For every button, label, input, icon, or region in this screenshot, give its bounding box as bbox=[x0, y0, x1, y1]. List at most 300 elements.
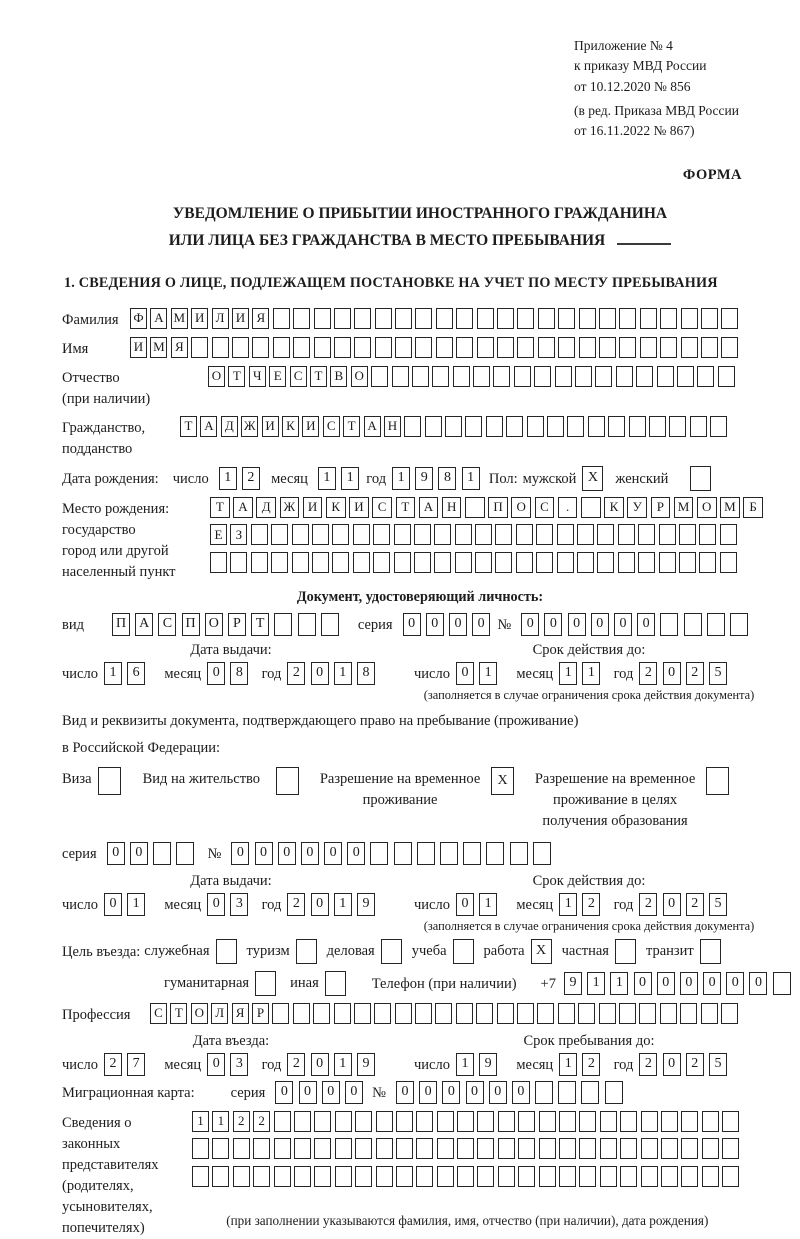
char-cell[interactable] bbox=[681, 337, 698, 358]
char-cell[interactable] bbox=[517, 1003, 534, 1024]
char-cell[interactable] bbox=[486, 842, 504, 865]
char-cell[interactable] bbox=[559, 1138, 576, 1159]
char-cell[interactable]: Т bbox=[251, 613, 269, 636]
char-cell[interactable] bbox=[463, 842, 481, 865]
char-cell[interactable]: 2 bbox=[287, 1053, 305, 1076]
char-cell[interactable]: И bbox=[349, 497, 369, 518]
char-cell[interactable] bbox=[435, 1003, 452, 1024]
char-cell[interactable]: 0 bbox=[301, 842, 319, 865]
char-cell[interactable] bbox=[557, 524, 574, 545]
char-cell[interactable] bbox=[314, 1138, 331, 1159]
char-cell[interactable]: 0 bbox=[472, 613, 490, 636]
char-cell[interactable]: Ф bbox=[130, 308, 147, 329]
char-cell[interactable]: 5 bbox=[709, 1053, 727, 1076]
char-cell[interactable] bbox=[661, 1138, 678, 1159]
char-cell[interactable]: 2 bbox=[686, 662, 704, 685]
char-cell[interactable] bbox=[579, 1138, 596, 1159]
char-cell[interactable] bbox=[334, 1003, 351, 1024]
char-cell[interactable]: 0 bbox=[278, 842, 296, 865]
char-cell[interactable] bbox=[718, 366, 735, 387]
char-cell[interactable] bbox=[495, 524, 512, 545]
char-cell[interactable] bbox=[547, 416, 564, 437]
char-cell[interactable] bbox=[425, 416, 442, 437]
char-cell[interactable] bbox=[251, 552, 268, 573]
char-cell[interactable] bbox=[618, 552, 635, 573]
char-cell[interactable] bbox=[434, 552, 451, 573]
char-cell[interactable] bbox=[353, 524, 370, 545]
char-cell[interactable]: 1 bbox=[559, 1053, 577, 1076]
char-cell[interactable]: 2 bbox=[253, 1111, 270, 1132]
char-cell[interactable]: П bbox=[182, 613, 200, 636]
char-cell[interactable] bbox=[641, 1166, 658, 1187]
char-cell[interactable] bbox=[375, 337, 392, 358]
char-cell[interactable]: 2 bbox=[639, 662, 657, 685]
char-cell[interactable] bbox=[518, 1111, 535, 1132]
char-cell[interactable]: К bbox=[326, 497, 346, 518]
char-cell[interactable] bbox=[518, 1166, 535, 1187]
char-cell[interactable] bbox=[595, 366, 612, 387]
char-cell[interactable] bbox=[600, 1166, 617, 1187]
char-cell[interactable] bbox=[722, 1138, 739, 1159]
char-cell[interactable]: 9 bbox=[357, 1053, 375, 1076]
char-cell[interactable]: Р bbox=[228, 613, 246, 636]
other-checkbox[interactable] bbox=[325, 971, 346, 996]
char-cell[interactable] bbox=[314, 1166, 331, 1187]
char-cell[interactable]: У bbox=[627, 497, 647, 518]
char-cell[interactable]: . bbox=[558, 497, 578, 518]
humanitarian-checkbox[interactable] bbox=[255, 971, 276, 996]
char-cell[interactable] bbox=[293, 1003, 310, 1024]
char-cell[interactable]: 0 bbox=[107, 842, 125, 865]
char-cell[interactable] bbox=[477, 1111, 494, 1132]
char-cell[interactable]: В bbox=[330, 366, 347, 387]
char-cell[interactable]: Т bbox=[228, 366, 245, 387]
char-cell[interactable] bbox=[436, 337, 453, 358]
char-cell[interactable]: 0 bbox=[207, 662, 225, 685]
char-cell[interactable] bbox=[600, 1138, 617, 1159]
char-cell[interactable]: А bbox=[200, 416, 217, 437]
char-cell[interactable]: 9 bbox=[564, 972, 582, 995]
char-cell[interactable]: М bbox=[674, 497, 694, 518]
temp-residence-checkbox[interactable]: X bbox=[491, 767, 514, 795]
char-cell[interactable] bbox=[396, 1111, 413, 1132]
char-cell[interactable] bbox=[272, 1003, 289, 1024]
char-cell[interactable]: Л bbox=[212, 308, 229, 329]
char-cell[interactable]: 0 bbox=[207, 1053, 225, 1076]
char-cell[interactable] bbox=[636, 366, 653, 387]
char-cell[interactable] bbox=[465, 416, 482, 437]
char-cell[interactable] bbox=[334, 337, 351, 358]
char-cell[interactable]: 8 bbox=[230, 662, 248, 685]
char-cell[interactable] bbox=[707, 613, 725, 636]
char-cell[interactable] bbox=[527, 416, 544, 437]
char-cell[interactable] bbox=[271, 552, 288, 573]
char-cell[interactable]: П bbox=[112, 613, 130, 636]
char-cell[interactable] bbox=[579, 337, 596, 358]
char-cell[interactable]: Т bbox=[396, 497, 416, 518]
char-cell[interactable] bbox=[669, 416, 686, 437]
char-cell[interactable] bbox=[394, 524, 411, 545]
char-cell[interactable] bbox=[506, 416, 523, 437]
char-cell[interactable] bbox=[677, 366, 694, 387]
char-cell[interactable]: 8 bbox=[357, 662, 375, 685]
char-cell[interactable]: 9 bbox=[357, 893, 375, 916]
char-cell[interactable] bbox=[312, 552, 329, 573]
char-cell[interactable] bbox=[684, 613, 702, 636]
char-cell[interactable] bbox=[274, 1138, 291, 1159]
char-cell[interactable] bbox=[559, 1111, 576, 1132]
char-cell[interactable]: 0 bbox=[322, 1081, 340, 1104]
char-cell[interactable] bbox=[230, 552, 247, 573]
char-cell[interactable]: 1 bbox=[127, 893, 145, 916]
char-cell[interactable] bbox=[355, 1138, 372, 1159]
char-cell[interactable] bbox=[536, 552, 553, 573]
residence-permit-checkbox[interactable] bbox=[276, 767, 299, 795]
char-cell[interactable] bbox=[721, 308, 738, 329]
char-cell[interactable]: 0 bbox=[512, 1081, 530, 1104]
char-cell[interactable]: 0 bbox=[657, 972, 675, 995]
char-cell[interactable] bbox=[373, 552, 390, 573]
char-cell[interactable] bbox=[701, 337, 718, 358]
char-cell[interactable] bbox=[436, 308, 453, 329]
char-cell[interactable] bbox=[293, 308, 310, 329]
char-cell[interactable] bbox=[465, 497, 485, 518]
char-cell[interactable]: Р bbox=[252, 1003, 269, 1024]
char-cell[interactable] bbox=[619, 337, 636, 358]
char-cell[interactable] bbox=[517, 308, 534, 329]
char-cell[interactable] bbox=[516, 552, 533, 573]
char-cell[interactable] bbox=[579, 308, 596, 329]
char-cell[interactable] bbox=[539, 1138, 556, 1159]
char-cell[interactable] bbox=[253, 1166, 270, 1187]
char-cell[interactable] bbox=[475, 524, 492, 545]
char-cell[interactable]: 2 bbox=[686, 893, 704, 916]
char-cell[interactable] bbox=[659, 552, 676, 573]
char-cell[interactable] bbox=[232, 337, 249, 358]
char-cell[interactable]: 1 bbox=[587, 972, 605, 995]
char-cell[interactable]: 0 bbox=[426, 613, 444, 636]
char-cell[interactable] bbox=[314, 308, 331, 329]
char-cell[interactable]: Р bbox=[651, 497, 671, 518]
char-cell[interactable] bbox=[720, 524, 737, 545]
char-cell[interactable]: И bbox=[191, 308, 208, 329]
char-cell[interactable]: О bbox=[208, 366, 225, 387]
char-cell[interactable]: 2 bbox=[686, 1053, 704, 1076]
char-cell[interactable] bbox=[618, 524, 635, 545]
char-cell[interactable]: И bbox=[232, 308, 249, 329]
char-cell[interactable] bbox=[567, 416, 584, 437]
char-cell[interactable] bbox=[721, 1003, 738, 1024]
char-cell[interactable] bbox=[437, 1166, 454, 1187]
char-cell[interactable] bbox=[533, 842, 551, 865]
char-cell[interactable] bbox=[537, 1003, 554, 1024]
char-cell[interactable] bbox=[212, 337, 229, 358]
char-cell[interactable] bbox=[294, 1138, 311, 1159]
char-cell[interactable]: Ж bbox=[241, 416, 258, 437]
char-cell[interactable]: 0 bbox=[680, 972, 698, 995]
char-cell[interactable] bbox=[679, 552, 696, 573]
char-cell[interactable] bbox=[176, 842, 194, 865]
char-cell[interactable]: 9 bbox=[479, 1053, 497, 1076]
char-cell[interactable] bbox=[416, 1138, 433, 1159]
char-cell[interactable] bbox=[660, 1003, 677, 1024]
char-cell[interactable] bbox=[558, 1003, 575, 1024]
char-cell[interactable]: 6 bbox=[127, 662, 145, 685]
char-cell[interactable] bbox=[681, 308, 698, 329]
char-cell[interactable]: 3 bbox=[230, 893, 248, 916]
char-cell[interactable] bbox=[557, 552, 574, 573]
char-cell[interactable]: А bbox=[150, 308, 167, 329]
char-cell[interactable]: 2 bbox=[582, 1053, 600, 1076]
char-cell[interactable] bbox=[730, 613, 748, 636]
char-cell[interactable] bbox=[298, 613, 316, 636]
char-cell[interactable] bbox=[414, 524, 431, 545]
char-cell[interactable] bbox=[294, 1166, 311, 1187]
char-cell[interactable]: 0 bbox=[703, 972, 721, 995]
char-cell[interactable] bbox=[616, 366, 633, 387]
char-cell[interactable] bbox=[599, 337, 616, 358]
char-cell[interactable] bbox=[212, 1138, 229, 1159]
char-cell[interactable] bbox=[416, 1111, 433, 1132]
char-cell[interactable] bbox=[558, 337, 575, 358]
char-cell[interactable]: 1 bbox=[462, 467, 480, 490]
char-cell[interactable] bbox=[394, 842, 412, 865]
char-cell[interactable] bbox=[605, 1081, 623, 1104]
char-cell[interactable]: П bbox=[488, 497, 508, 518]
char-cell[interactable] bbox=[486, 416, 503, 437]
char-cell[interactable] bbox=[253, 1138, 270, 1159]
char-cell[interactable] bbox=[497, 308, 514, 329]
char-cell[interactable]: 0 bbox=[311, 893, 329, 916]
char-cell[interactable] bbox=[641, 1111, 658, 1132]
char-cell[interactable] bbox=[396, 1166, 413, 1187]
char-cell[interactable]: О bbox=[697, 497, 717, 518]
char-cell[interactable] bbox=[702, 1166, 719, 1187]
char-cell[interactable]: 0 bbox=[275, 1081, 293, 1104]
char-cell[interactable]: 0 bbox=[663, 662, 681, 685]
char-cell[interactable]: 2 bbox=[287, 893, 305, 916]
female-checkbox[interactable] bbox=[690, 466, 711, 491]
char-cell[interactable] bbox=[440, 842, 458, 865]
char-cell[interactable]: С bbox=[158, 613, 176, 636]
char-cell[interactable]: 0 bbox=[521, 613, 539, 636]
char-cell[interactable] bbox=[374, 1003, 391, 1024]
char-cell[interactable]: О bbox=[351, 366, 368, 387]
char-cell[interactable]: 0 bbox=[749, 972, 767, 995]
char-cell[interactable]: 0 bbox=[442, 1081, 460, 1104]
char-cell[interactable] bbox=[620, 1111, 637, 1132]
char-cell[interactable] bbox=[539, 1166, 556, 1187]
char-cell[interactable] bbox=[600, 1111, 617, 1132]
char-cell[interactable] bbox=[274, 1111, 291, 1132]
temp-residence-education-checkbox[interactable] bbox=[706, 767, 729, 795]
char-cell[interactable] bbox=[312, 524, 329, 545]
char-cell[interactable]: 0 bbox=[311, 662, 329, 685]
char-cell[interactable]: К bbox=[604, 497, 624, 518]
char-cell[interactable]: 0 bbox=[347, 842, 365, 865]
char-cell[interactable]: Н bbox=[384, 416, 401, 437]
char-cell[interactable] bbox=[579, 1166, 596, 1187]
char-cell[interactable] bbox=[353, 552, 370, 573]
char-cell[interactable] bbox=[657, 366, 674, 387]
char-cell[interactable] bbox=[690, 416, 707, 437]
work-checkbox[interactable]: X bbox=[531, 939, 552, 964]
char-cell[interactable] bbox=[396, 1138, 413, 1159]
char-cell[interactable] bbox=[373, 524, 390, 545]
char-cell[interactable] bbox=[660, 613, 678, 636]
char-cell[interactable] bbox=[332, 552, 349, 573]
char-cell[interactable]: Д bbox=[256, 497, 276, 518]
char-cell[interactable] bbox=[192, 1138, 209, 1159]
char-cell[interactable] bbox=[599, 1003, 616, 1024]
char-cell[interactable] bbox=[579, 1111, 596, 1132]
char-cell[interactable] bbox=[457, 1111, 474, 1132]
char-cell[interactable] bbox=[321, 613, 339, 636]
char-cell[interactable] bbox=[414, 552, 431, 573]
char-cell[interactable] bbox=[475, 552, 492, 573]
char-cell[interactable] bbox=[415, 308, 432, 329]
char-cell[interactable] bbox=[581, 497, 601, 518]
char-cell[interactable]: 0 bbox=[726, 972, 744, 995]
char-cell[interactable]: 1 bbox=[479, 893, 497, 916]
char-cell[interactable] bbox=[416, 1166, 433, 1187]
char-cell[interactable]: Я bbox=[252, 308, 269, 329]
char-cell[interactable]: О bbox=[191, 1003, 208, 1024]
char-cell[interactable]: А bbox=[135, 613, 153, 636]
char-cell[interactable] bbox=[538, 308, 555, 329]
char-cell[interactable] bbox=[534, 366, 551, 387]
char-cell[interactable] bbox=[639, 1003, 656, 1024]
char-cell[interactable] bbox=[477, 308, 494, 329]
char-cell[interactable] bbox=[498, 1111, 515, 1132]
char-cell[interactable] bbox=[292, 524, 309, 545]
char-cell[interactable]: 0 bbox=[634, 972, 652, 995]
char-cell[interactable] bbox=[455, 552, 472, 573]
char-cell[interactable] bbox=[493, 366, 510, 387]
char-cell[interactable] bbox=[476, 1003, 493, 1024]
char-cell[interactable] bbox=[640, 337, 657, 358]
char-cell[interactable] bbox=[559, 1166, 576, 1187]
char-cell[interactable]: 0 bbox=[489, 1081, 507, 1104]
char-cell[interactable] bbox=[721, 337, 738, 358]
char-cell[interactable] bbox=[599, 308, 616, 329]
char-cell[interactable]: 1 bbox=[559, 662, 577, 685]
char-cell[interactable]: 1 bbox=[104, 662, 122, 685]
char-cell[interactable]: 0 bbox=[324, 842, 342, 865]
char-cell[interactable] bbox=[641, 1138, 658, 1159]
char-cell[interactable] bbox=[273, 308, 290, 329]
char-cell[interactable] bbox=[404, 416, 421, 437]
char-cell[interactable] bbox=[477, 1138, 494, 1159]
male-checkbox[interactable]: X bbox=[582, 466, 603, 491]
char-cell[interactable]: 0 bbox=[456, 662, 474, 685]
char-cell[interactable] bbox=[376, 1138, 393, 1159]
char-cell[interactable]: 2 bbox=[639, 1053, 657, 1076]
char-cell[interactable] bbox=[294, 1111, 311, 1132]
char-cell[interactable] bbox=[456, 308, 473, 329]
char-cell[interactable]: 1 bbox=[341, 467, 359, 490]
char-cell[interactable] bbox=[376, 1111, 393, 1132]
char-cell[interactable]: 0 bbox=[466, 1081, 484, 1104]
char-cell[interactable] bbox=[577, 552, 594, 573]
char-cell[interactable]: С bbox=[150, 1003, 167, 1024]
char-cell[interactable] bbox=[212, 1166, 229, 1187]
char-cell[interactable]: 0 bbox=[130, 842, 148, 865]
char-cell[interactable] bbox=[354, 337, 371, 358]
char-cell[interactable]: Л bbox=[211, 1003, 228, 1024]
char-cell[interactable] bbox=[473, 366, 490, 387]
char-cell[interactable]: Б bbox=[743, 497, 763, 518]
char-cell[interactable] bbox=[314, 1111, 331, 1132]
char-cell[interactable] bbox=[293, 337, 310, 358]
char-cell[interactable] bbox=[394, 552, 411, 573]
char-cell[interactable]: С bbox=[323, 416, 340, 437]
private-checkbox[interactable] bbox=[615, 939, 636, 964]
char-cell[interactable] bbox=[417, 842, 435, 865]
char-cell[interactable]: С bbox=[535, 497, 555, 518]
char-cell[interactable] bbox=[619, 308, 636, 329]
char-cell[interactable] bbox=[292, 552, 309, 573]
char-cell[interactable] bbox=[510, 842, 528, 865]
char-cell[interactable]: М bbox=[720, 497, 740, 518]
char-cell[interactable]: 0 bbox=[311, 1053, 329, 1076]
char-cell[interactable]: Т bbox=[343, 416, 360, 437]
char-cell[interactable] bbox=[437, 1138, 454, 1159]
char-cell[interactable]: 2 bbox=[242, 467, 260, 490]
char-cell[interactable] bbox=[620, 1166, 637, 1187]
char-cell[interactable] bbox=[355, 1111, 372, 1132]
char-cell[interactable] bbox=[354, 1003, 371, 1024]
char-cell[interactable]: 1 bbox=[212, 1111, 229, 1132]
char-cell[interactable] bbox=[412, 366, 429, 387]
char-cell[interactable]: 0 bbox=[419, 1081, 437, 1104]
tourism-checkbox[interactable] bbox=[296, 939, 317, 964]
char-cell[interactable]: М bbox=[171, 308, 188, 329]
char-cell[interactable] bbox=[334, 308, 351, 329]
char-cell[interactable] bbox=[679, 524, 696, 545]
study-checkbox[interactable] bbox=[453, 939, 474, 964]
char-cell[interactable] bbox=[210, 552, 227, 573]
char-cell[interactable] bbox=[455, 524, 472, 545]
char-cell[interactable] bbox=[660, 308, 677, 329]
char-cell[interactable] bbox=[371, 366, 388, 387]
char-cell[interactable] bbox=[638, 552, 655, 573]
char-cell[interactable] bbox=[597, 524, 614, 545]
char-cell[interactable] bbox=[588, 416, 605, 437]
char-cell[interactable] bbox=[395, 1003, 412, 1024]
char-cell[interactable]: 9 bbox=[415, 467, 433, 490]
char-cell[interactable] bbox=[699, 552, 716, 573]
char-cell[interactable] bbox=[722, 1166, 739, 1187]
char-cell[interactable] bbox=[335, 1111, 352, 1132]
char-cell[interactable] bbox=[456, 1003, 473, 1024]
official-checkbox[interactable] bbox=[216, 939, 237, 964]
char-cell[interactable]: Т bbox=[180, 416, 197, 437]
char-cell[interactable]: 0 bbox=[104, 893, 122, 916]
char-cell[interactable] bbox=[536, 524, 553, 545]
char-cell[interactable]: Т bbox=[170, 1003, 187, 1024]
char-cell[interactable] bbox=[335, 1138, 352, 1159]
char-cell[interactable] bbox=[271, 524, 288, 545]
char-cell[interactable] bbox=[649, 416, 666, 437]
char-cell[interactable]: 1 bbox=[392, 467, 410, 490]
char-cell[interactable]: 0 bbox=[568, 613, 586, 636]
char-cell[interactable]: 2 bbox=[287, 662, 305, 685]
char-cell[interactable]: Я bbox=[171, 337, 188, 358]
char-cell[interactable] bbox=[640, 308, 657, 329]
char-cell[interactable] bbox=[274, 1166, 291, 1187]
visa-checkbox[interactable] bbox=[98, 767, 121, 795]
